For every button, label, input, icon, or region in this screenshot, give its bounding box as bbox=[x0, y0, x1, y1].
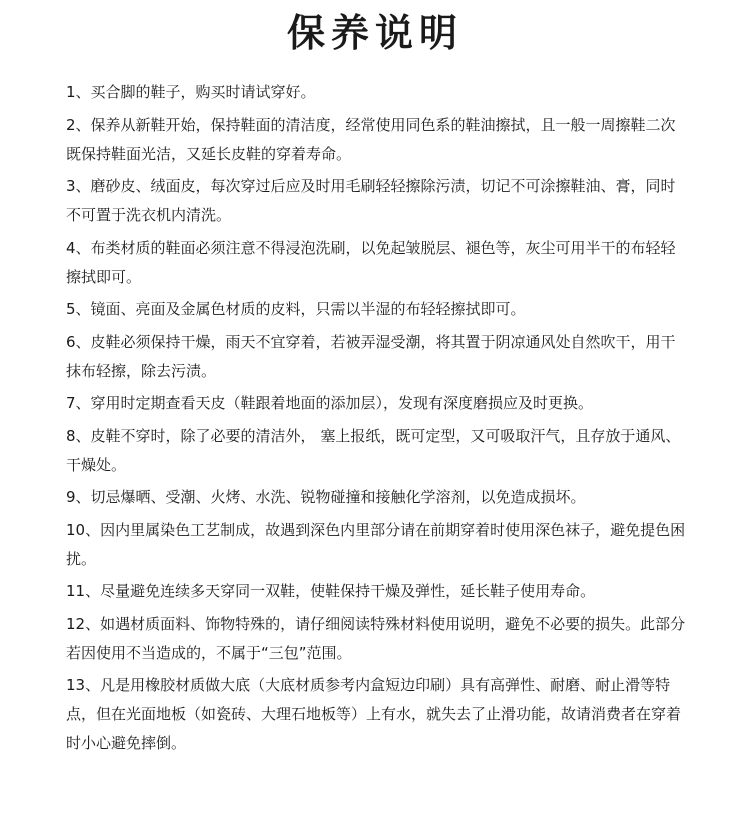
page-title: 保养说明 bbox=[286, 11, 463, 55]
list-item: 10、因内里属染色工艺制成，故遇到深色内里部分请在前期穿着时使用深色袜子，避免提色困扰。 bbox=[66, 520, 686, 568]
list-item: 7、穿用时定期查看天皮（鞋跟着地面的添加层），发现有深度磨损应及时更换。 bbox=[66, 394, 594, 412]
list-item: 2、保养从新鞋开始，保持鞋面的清洁度，经常使用同色系的鞋油擦拭，且一般一周擦鞋二次既保持鞋面光洁，又延长皮鞋的穿着寿命。 bbox=[66, 115, 676, 163]
list-item: 6、皮鞋必须保持干燥，雨天不宜穿着，若被弄湿受潮，将其置于阴凉通风处自然吹干，用干抹布轻擦，除去污渍。 bbox=[66, 332, 676, 380]
list-item: 12、如遇材质面料、饰物特殊的，请仔细阅读特殊材料使用说明，避免不必要的损失。此部分若因使用不当造成的，不属于“三包”范围。 bbox=[66, 614, 686, 662]
list-item: 9、切忌爆晒、受潮、火烤、水洗、锐物碰撞和接触化学溶剂，以免造成损坏。 bbox=[66, 488, 586, 506]
list-item: 8、皮鞋不穿时，除了必要的清洁外， 塞上报纸，既可定型，又可吸取汗气，且存放于通风、干燥处。 bbox=[66, 426, 681, 474]
list-item: 1、买合脚的鞋子，购买时请试穿好。 bbox=[66, 83, 316, 101]
list-item: 5、镜面、亮面及金属色材质的皮料，只需以半湿的布轻轻擦拭即可。 bbox=[66, 300, 526, 318]
list-item: 4、布类材质的鞋面必须注意不得浸泡洗刷，以免起皱脱层、褪色等，灰尘可用半干的布轻轻擦拭即可。 bbox=[66, 238, 676, 286]
list-item: 3、磨砂皮、绒面皮，每次穿过后应及时用毛刷轻轻擦除污渍，切记不可涂擦鞋油、膏，同时不可置于洗衣机内清洗。 bbox=[66, 177, 676, 224]
instruction-list bbox=[66, 78, 686, 762]
list-item: 13、凡是用橡胶材质做大底（大底材质参考内盒短边印刷）具有高弹性、耐磨、耐止滑等特点，但在光面地板（如瓷砖、大理石地板等）上有水，就失去了止滑功能，故请消费者在穿着时小心避免摔倒。 bbox=[66, 676, 682, 752]
list-item: 11、尽量避免连续多天穿同一双鞋，使鞋保持干燥及弹性，延长鞋子使用寿命。 bbox=[66, 582, 596, 600]
